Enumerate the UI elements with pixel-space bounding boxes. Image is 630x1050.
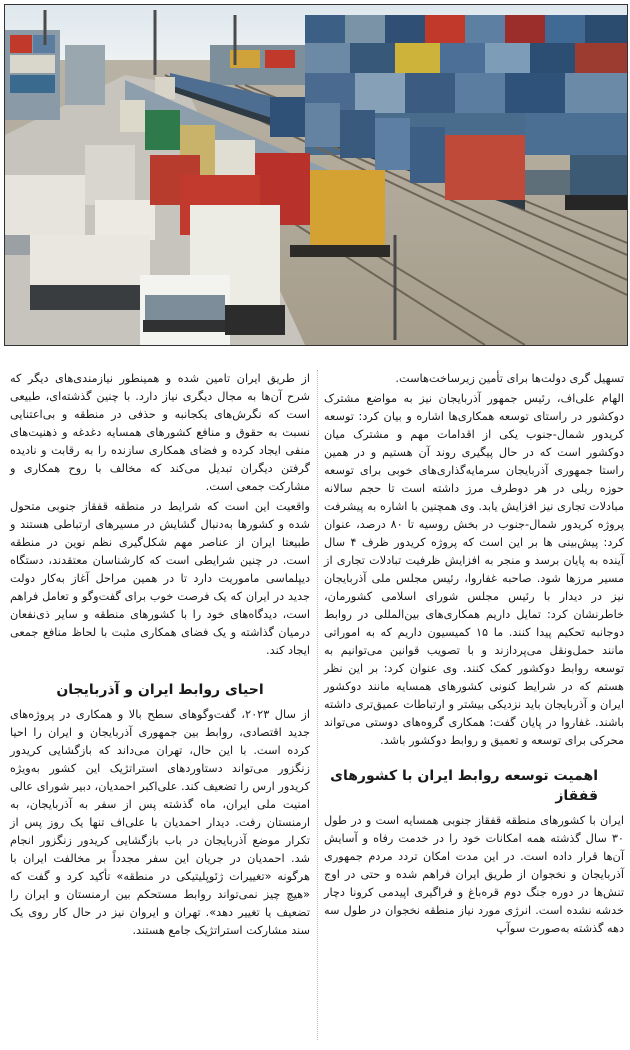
paragraph: الهام علی‌اف، رئیس جمهور آذربایجان نیز به مواضع مشترک دوکشور در راستای توسعه همکاری‌ها اشاره و بیان کرد: توسعه کریدور شمال-جنوب یکی از اقدامات مهم و مشترک میان دوکشور است که در حال پیگیری روند آن هستیم و در همین راستا جمهوری آذربایجان سرمایه‌گذاری‌های خوبی برای توسعه حوزه ریلی در هر دوطرف مرز داشته است تا حجم سالانه مبادلات تجاری نیز افزایش یابد. وی همچنین با اشاره به پیشرفت پروژه کریدور شمال-جنوب در بخش روسیه تا ۸۰ درصد، عنوان کرد: پیش‌بینی ها بر این است که پروژه کریدور ظرف ۴ سال آینده به پایان برسد و منجر به افزایش ظرفیت تبادلات تجاری از مسیر مرزها شود. صاحبه غفاروا، رئیس مجلس ملی آذربایجان نیز در دیدار با رئیس مجلس شورای اسلامی کشورمان، خاطرنشان کرد: تمایل داریم همکاری‌های بین‌المللی در روابط دوجانبه تحکیم پیدا کنند. ما ۱۵ کمیسیون داریم که به اموراتی مانند حمل‌ونقل می‌پردازند و با تصویب قوانین می‌توانیم به توسعه روابط دوکشور کمک کنند. وی عنوان کرد: بر این نظر هستم که در شرایط کنونی کشورهای همسایه مانند دوکشور ایران و آذربایجان باید نزدیکی بیشتر و ارتباطات عمیق‌تری داشته باشند. غفاروا در پایان گفت: همکاری گروه‌های دوستی می‌تواند محرکی برای توسعه و تعمیق و روابط دوکشور باشد.: [324, 392, 625, 747]
section-heading: اهمیت توسعه روابط ایران با کشورهای قفقاز: [330, 768, 598, 804]
right-column: [324, 370, 624, 938]
paragraph: تسهیل گری دولت‌ها برای تأمین زیرساخت‌هاست.: [395, 372, 624, 385]
freight-port-photo: [4, 4, 628, 346]
left-column: [10, 370, 310, 940]
paragraph: از طریق ایران تامین شده و همینطور نیازمندی‌های دیگر که شرح آن‌ها به مجال دیگری نیاز دارد. با چنین گذشته‌ای، طبیعی است که نگرش‌های یکجانبه و حذفی در منطقه و بی‌اعتنایی نسبت به حقوق و منافع کشورهای همسایه دغدغه و ذهنیت‌های منفی ایجاد کرده و فضای همکاری سازنده را به رقابت و نادیده گرفتن دیگران تبدیل می‌کند که مخالف با روح همکاری و مشارکت جمعی است.: [10, 372, 310, 493]
section-heading: احیای روابط ایران و آذربایجان: [56, 682, 264, 698]
paragraph: واقعیت این است که شرایط در منطقه قفقاز جنوبی متحول شده و کشورها به‌دنبال گشایش در مسیرهای ارتباطی هستند و طبیعتا ایران از عناصر مهم شکل‌گیری نظم نوین در منطقه است. در چنین شرایطی است که کارشناسان معتقدند، دستگاه دیپلماسی ماموریت دارد تا در همین مراحل آغاز به‌کار دولت جدید در ایران که یک فرصت خوب برای گفت‌وگو و تعامل فراهم است، دیدگاه‌های خود را با کشورهای منطقه و سایر ذی‌نفعان درمیان گذاشته و یک فضای همکاری مثبت با لحاظ منافع جمعی ایجاد کند.: [10, 500, 310, 657]
paragraph: از سال ۲۰۲۳، گفت‌وگوهای سطح بالا و همکاری در پروژه‌های جدید اقتصادی، روابط بین جمهوری آذربایجان و ایران را احیا کرده است. با این حال، تهران می‌داند که بازگشایی کریدور زنگزور می‌تواند دستاوردهای استراتژیک این کشور به‌ویژه کریدور ارس را تضعیف کند. علی‌اکبر احمدیان، دبیر شورای عالی امنیت ملی ایران، ماه گذشته پس از سفر به آذربایجان، به ارمنستان رفت. دیدار احمدیان با علی‌اف تنها یک روز پس از تکرار موضع آذربایجان در باب بازگشایی کریدور زنگزور انجام شد. احمدیان در جریان این سفر مجدداً بر مخالفت ایران با هرگونه «تغییرات ژئوپلیتیکی در منطقه» تأکید کرد و گفت که «هیچ چیز نمی‌تواند روابط مستحکم بین ارمنستان و ایران را تضعیف یا تغییر دهد». تهران و ایروان نیز در حال کار روی یک سند مشارکت استراتژیک جامع هستند.: [10, 708, 310, 937]
column-divider: [317, 370, 318, 1040]
paragraph: ایران با کشورهای منطقه قفقاز جنوبی همسایه است و در طول ۳۰ سال گذشته همه امکانات خود را در خدمت رفاه و آسایش آن‌ها قرار داده است. در این مدت امکان تردد مردم جمهوری آذربایجان و نخجوان از طریق ایران فراهم شده و حتی در اوج تنش‌ها در دوره جنگ دوم قره‌باغ و فراگیری اپیدمی کرونا دچار خدشه نشده است. انرژی مورد نیاز منطقه نخجوان در طول سه دهه گذشته به‌صورت سوآپ: [324, 814, 624, 935]
